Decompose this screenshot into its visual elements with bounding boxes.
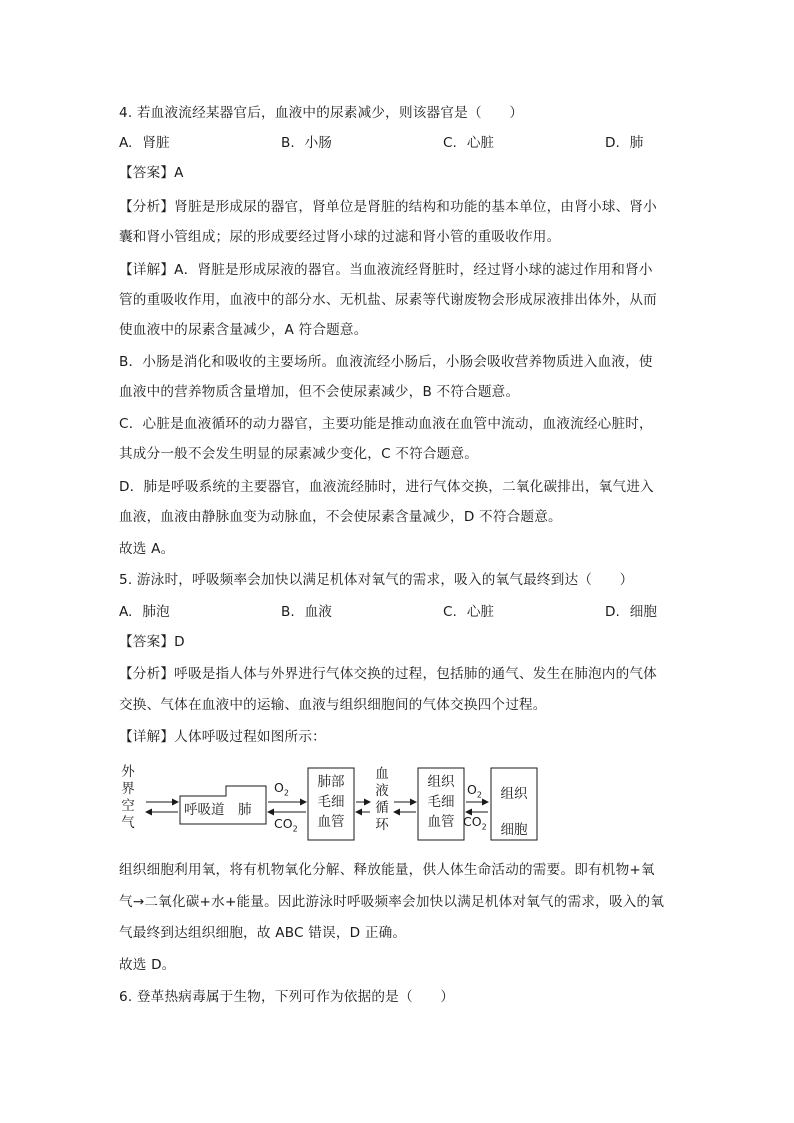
q4-detail-line: 血液中的营养物质含量增加，但不会使尿素减少，B 不符合题意。 <box>119 384 520 400</box>
q4-detail-line: 【详解】A．肾脏是形成尿液的器官。当血液流经肾脏时，经过肾小球的滤过作用和肾小 <box>119 262 653 278</box>
co2-text: CO <box>274 816 293 831</box>
option-letter: C. <box>443 604 457 620</box>
o2-subscript: 2 <box>476 790 482 800</box>
q4-detail-line: 其成分一般不会发生明显的尿素减少变化，C 不符合题意。 <box>119 446 479 462</box>
o2-label-tissue <box>467 782 482 804</box>
option-text: 心脏 <box>466 604 495 620</box>
outside-air-label: 外界空气 <box>121 764 135 831</box>
lung-label: 肺 <box>238 802 252 818</box>
option-text: 血液 <box>304 604 332 620</box>
q5-detail-line: 气→二氧化碳+水+能量。因此游泳时呼吸频率会加快以满足机体对氧气的需求，吸入的氧 <box>119 894 665 910</box>
tissue-capillary-label: 组织毛细血管 <box>427 774 455 830</box>
q5-detail-line: 组织细胞利用氧，将有机物氧化分解、释放能量，供人体生命活动的需要。即有机物+氧 <box>119 862 655 878</box>
q6-question: 6. 登革热病毒属于生物，下列可作为依据的是（ ） <box>119 989 455 1005</box>
option-letter: D. <box>605 604 620 620</box>
respiration-diagram <box>118 760 538 850</box>
option-text: 心脏 <box>466 135 495 151</box>
q4-option-b <box>281 133 332 153</box>
q4-option-d <box>605 133 643 153</box>
q4-conclusion: 故选 A。 <box>119 541 175 557</box>
option-text: 肺泡 <box>142 604 170 620</box>
co2-subscript: 2 <box>481 822 487 832</box>
option-letter: A. <box>119 135 133 151</box>
blood-circulation-label: 血液循环 <box>375 766 389 833</box>
q4-question: 4. 若血液流经某器官后，血液中的尿素减少，则该器官是（ ） <box>119 105 524 121</box>
o2-subscript: 2 <box>283 788 289 798</box>
option-letter: B. <box>281 604 295 620</box>
q4-detail-line: C．心脏是血液循环的动力器官，主要功能是推动血液在血管中流动，血液流经心脏时， <box>119 416 653 432</box>
q5-option-d <box>605 602 657 622</box>
o2-text: O <box>274 780 284 795</box>
tissue-cell-label: 组织细胞 <box>500 786 528 838</box>
q5-detail-line: 气最终到达组织细胞，故 ABC 错误，D 正确。 <box>119 925 407 941</box>
option-text: 肾脏 <box>142 135 170 151</box>
q4-analysis-line: 囊和肾小管组成；尿的形成要经过肾小球的过滤和肾小管的重吸收作用。 <box>119 229 561 245</box>
option-letter: D. <box>605 135 620 151</box>
q5-conclusion: 故选 D。 <box>119 957 176 973</box>
co2-label-tissue <box>463 814 487 836</box>
q4-detail-line: D．肺是呼吸系统的主要器官，血液流经肺时，进行气体交换，二氧化碳排出，氧气进入 <box>119 479 654 495</box>
airway-label: 呼吸道 <box>184 802 225 818</box>
co2-text: CO <box>463 814 482 829</box>
q5-option-a <box>119 602 170 622</box>
q4-detail-line: 血液，血液由静脉血变为动脉血，不会使尿素含量减少，D 不符合题意。 <box>119 509 562 525</box>
q5-analysis-line: 交换、气体在血液中的运输、血液与组织细胞间的气体交换四个过程。 <box>119 697 547 713</box>
q4-detail-line: B．小肠是消化和吸收的主要场所。血液流经小肠后，小肠会吸收营养物质进入血液，使 <box>119 354 653 370</box>
co2-label-lung <box>274 816 298 838</box>
q4-detail-line: 使血液中的尿素含量减少，A 符合题意。 <box>119 322 368 338</box>
o2-label-lung <box>274 780 289 802</box>
option-text: 肺 <box>629 135 644 151</box>
q5-answer: 【答案】D <box>119 634 185 650</box>
q5-option-b <box>281 602 332 622</box>
o2-text: O <box>467 782 477 797</box>
option-letter: B. <box>281 135 295 151</box>
q5-question: 5. 游泳时，呼吸频率会加快以满足机体对氧气的需求，吸入的氧气最终到达（ ） <box>119 572 634 588</box>
option-text: 小肠 <box>304 135 332 151</box>
q5-detail-intro: 【详解】人体呼吸过程如图所示： <box>119 729 326 745</box>
option-letter: A. <box>119 604 133 620</box>
q4-detail-line: 管的重吸收作用，血液中的部分水、无机盐、尿素等代谢废物会形成尿液排出体外，从而 <box>119 292 657 308</box>
q4-option-a <box>119 133 170 153</box>
q4-analysis-line: 【分析】肾脏是形成尿的器官，肾单位是肾脏的结构和功能的基本单位，由肾小球、肾小 <box>119 199 657 215</box>
lung-capillary-label: 肺部毛细血管 <box>317 774 345 830</box>
q5-option-c <box>443 602 494 622</box>
q4-answer: 【答案】A <box>119 165 184 181</box>
q4-option-c <box>443 133 494 153</box>
q5-analysis-line: 【分析】呼吸是指人体与外界进行气体交换的过程，包括肺的通气、发生在肺泡内的气体 <box>119 666 657 682</box>
option-letter: C. <box>443 135 457 151</box>
co2-subscript: 2 <box>292 824 298 834</box>
option-text: 细胞 <box>629 604 657 620</box>
